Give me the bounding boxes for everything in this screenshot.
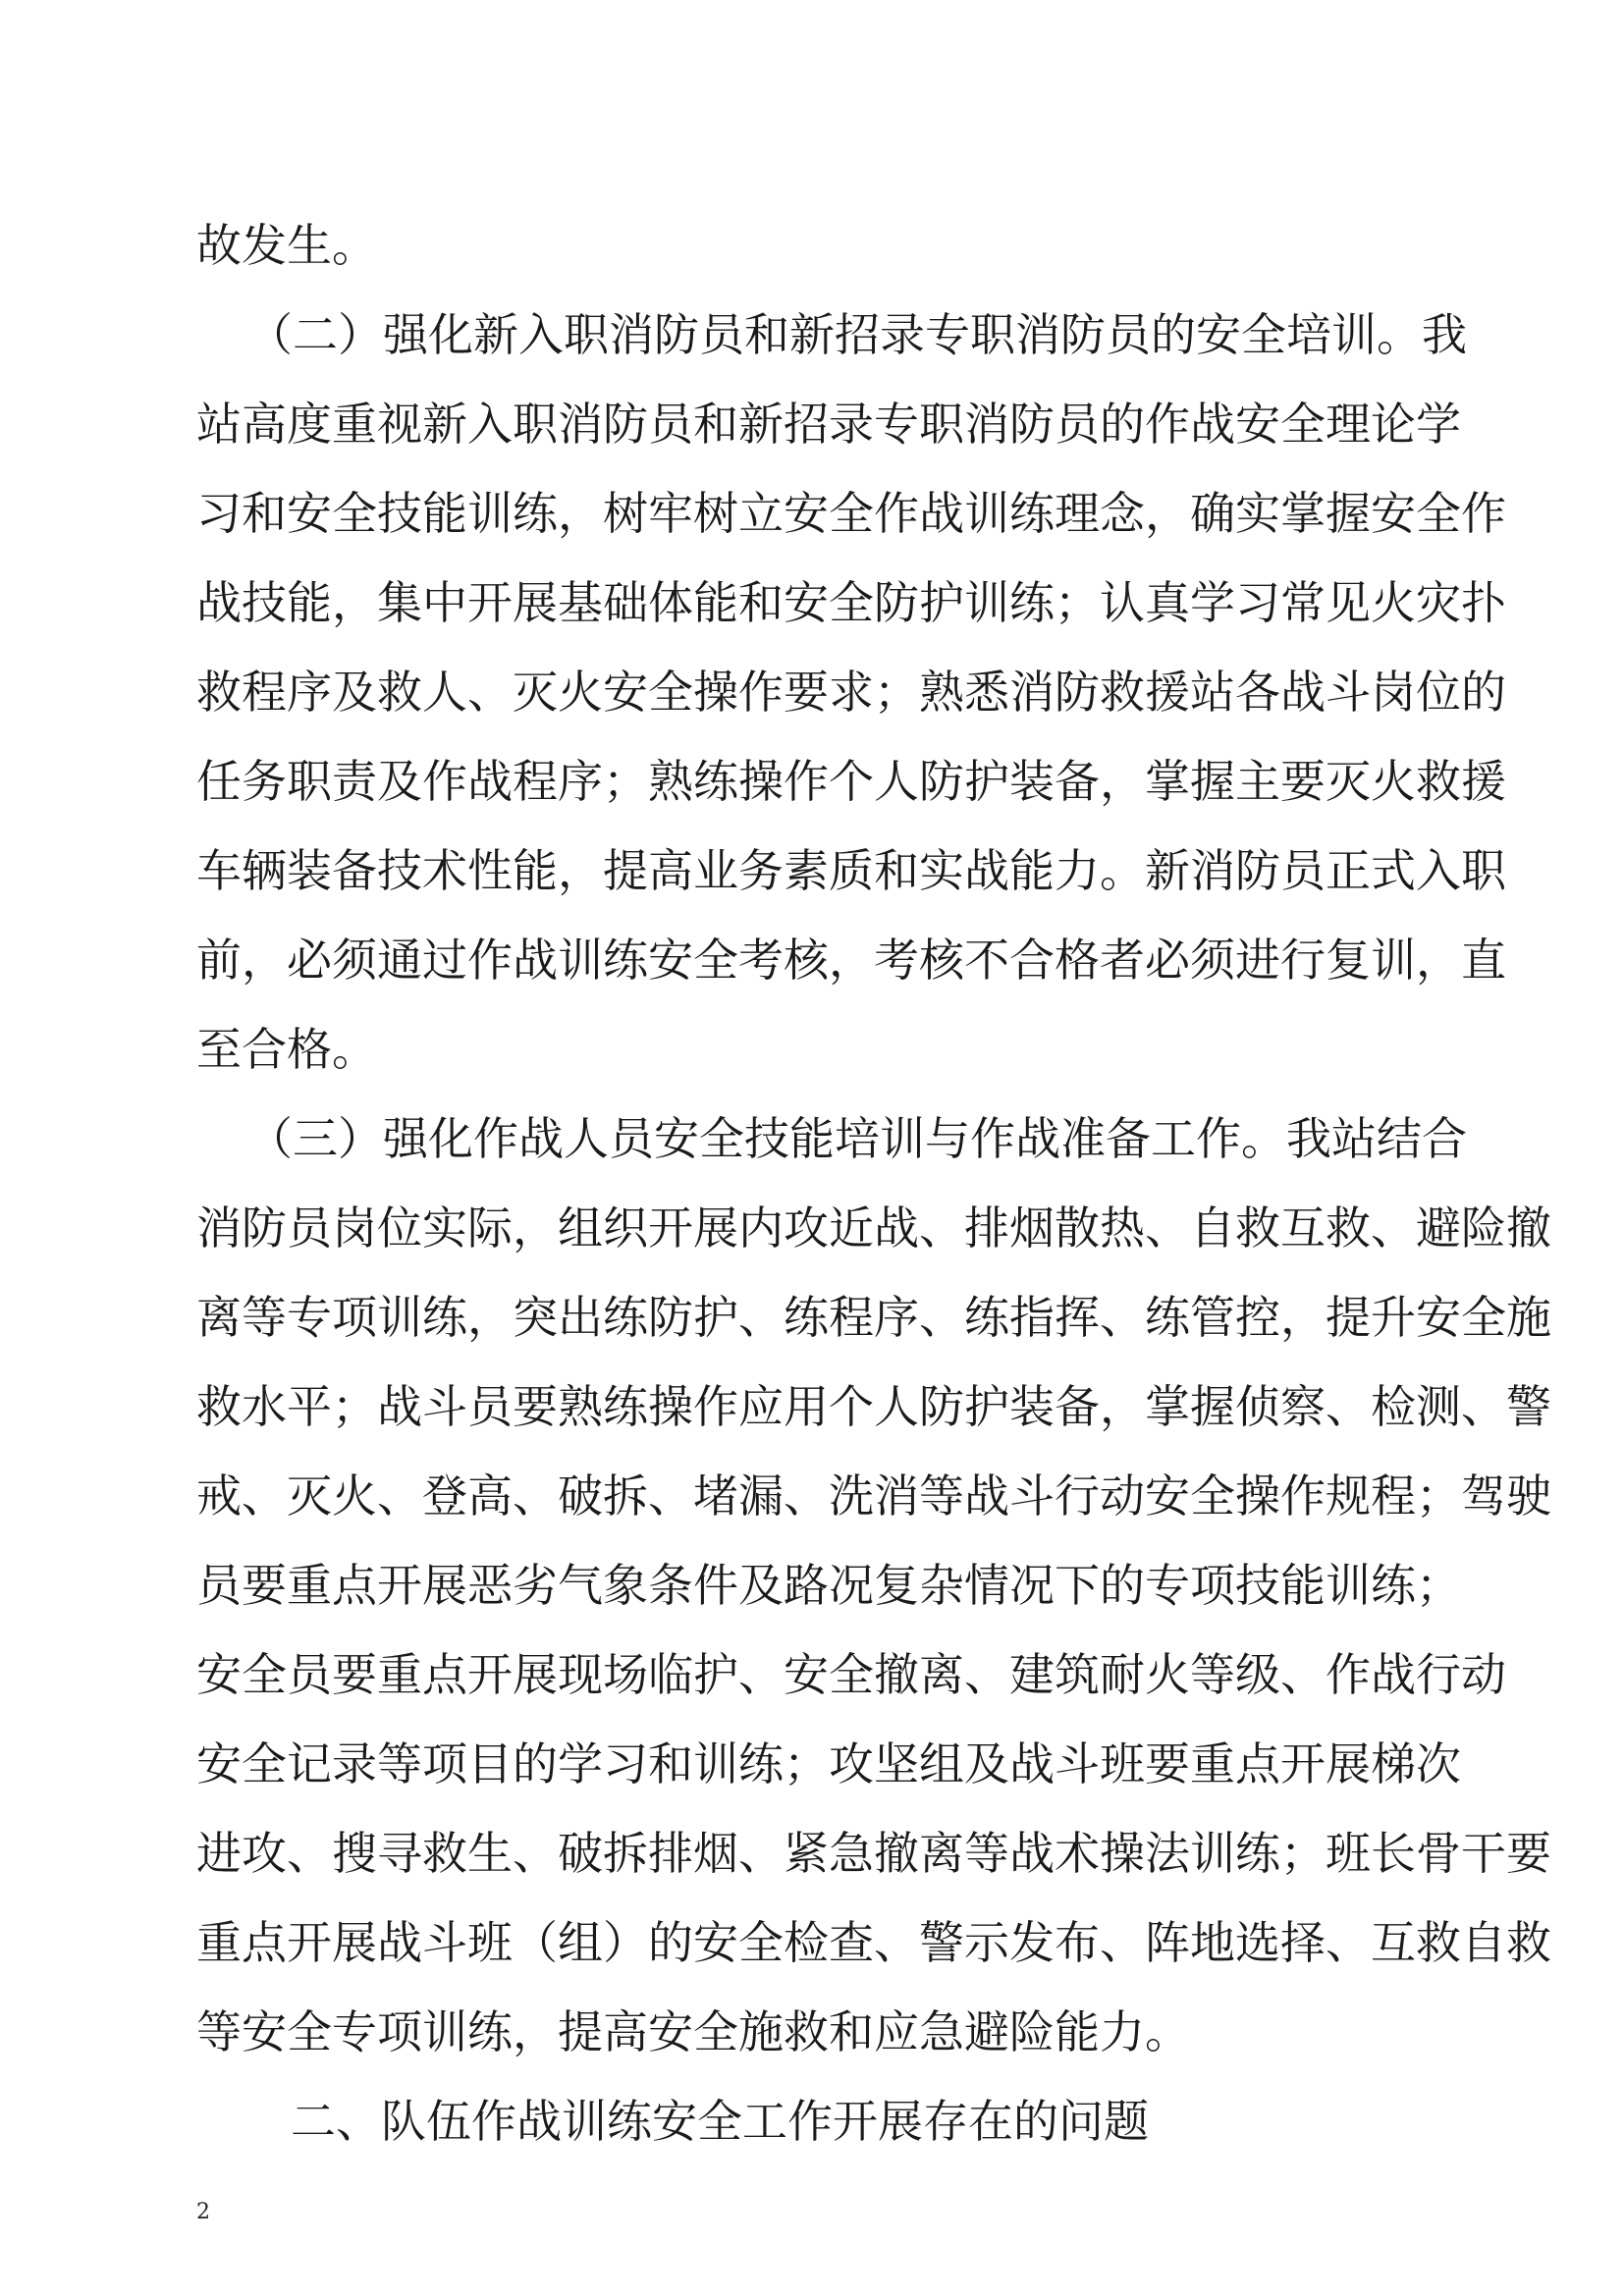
text-line: 站高度重视新入职消防员和新招录专职消防员的作战安全理论学 bbox=[196, 398, 1461, 451]
text-line: 车辆装备技术性能，提高业务素质和实战能力。新消防员正式入职 bbox=[196, 844, 1506, 897]
paragraph-heading-line: （三）强化作战人员安全技能培训与作战准备工作。我站结合 bbox=[247, 1112, 1467, 1165]
text-line: 安全员要重点开展现场临护、安全撤离、建筑耐火等级、作战行动 bbox=[196, 1648, 1506, 1701]
section-heading-line: 二、队伍作战训练安全工作开展存在的问题 bbox=[291, 2095, 1149, 2148]
text-line: 重点开展战斗班（组）的安全检查、警示发布、阵地选择、互救自救 bbox=[196, 1916, 1551, 1969]
text-line: 救程序及救人、灭火安全操作要求；熟悉消防救援站各战斗岗位的 bbox=[196, 666, 1506, 719]
paragraph-heading-line: （二）强化新入职消防员和新招录专职消防员的安全培训。我 bbox=[247, 308, 1467, 361]
text-line: 战技能，集中开展基础体能和安全防护训练；认真学习常见火灾扑 bbox=[196, 576, 1506, 629]
text-line: 至合格。 bbox=[196, 1023, 377, 1076]
text-line: 救水平；战斗员要熟练操作应用个人防护装备，掌握侦察、检测、警 bbox=[196, 1380, 1551, 1433]
text-line: 安全记录等项目的学习和训练；攻坚组及战斗班要重点开展梯次 bbox=[196, 1737, 1461, 1790]
text-line: 故发生。 bbox=[196, 219, 377, 272]
text-line: 进攻、搜寻救生、破拆排烟、紧急撤离等战术操法训练；班长骨干要 bbox=[196, 1827, 1551, 1880]
text-line: 等安全专项训练，提高安全施救和应急避险能力。 bbox=[196, 2005, 1190, 2058]
page-number: 2 bbox=[196, 2200, 210, 2224]
text-line: 前，必须通过作战训练安全考核，考核不合格者必须进行复训，直 bbox=[196, 934, 1506, 987]
text-line: 离等专项训练，突出练防护、练程序、练指挥、练管控，提升安全施 bbox=[196, 1291, 1551, 1344]
text-line: 任务职责及作战程序；熟练操作个人防护装备，掌握主要灭火救援 bbox=[196, 755, 1506, 808]
text-line: 戒、灭火、登高、破拆、堵漏、洗消等战斗行动安全操作规程；驾驶 bbox=[196, 1469, 1551, 1522]
text-line: 习和安全技能训练，树牢树立安全作战训练理念，确实掌握安全作 bbox=[196, 487, 1506, 540]
text-line: 消防员岗位实际，组织开展内攻近战、排烟散热、自救互救、避险撤 bbox=[196, 1201, 1551, 1255]
text-line: 员要重点开展恶劣气象条件及路况复杂情况下的专项技能训练； bbox=[196, 1559, 1461, 1612]
